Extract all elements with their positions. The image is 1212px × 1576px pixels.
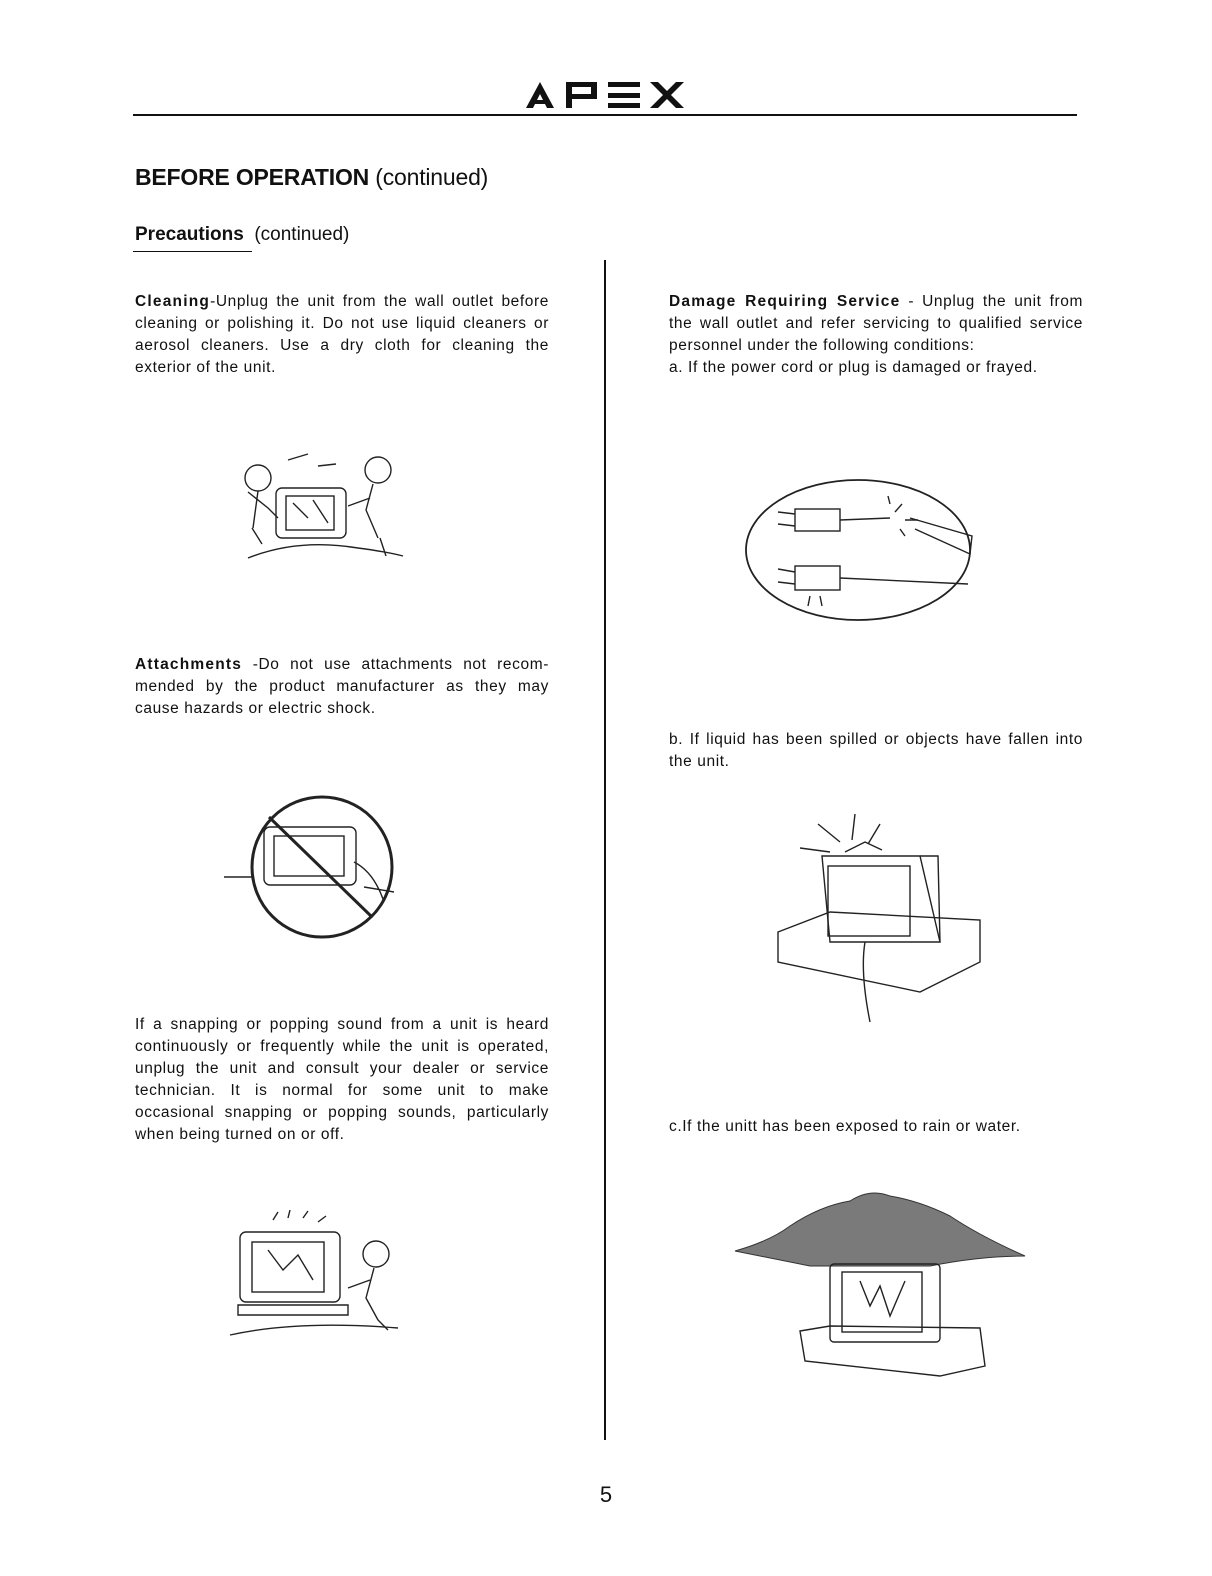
page-title: BEFORE OPERATION (continued) xyxy=(135,164,489,190)
attachments-paragraph: Attachments -Do not use attachments not recom-mended by the product manufacturer as they may cause hazards or electric shock. xyxy=(135,656,549,717)
liquid-spill-illustration xyxy=(770,812,985,1032)
rain-illustration xyxy=(730,1186,1030,1386)
damage-paragraph: Damage Requiring Service - Unplug the unit from the wall outlet and refer servicing to qualified service personnel under the following conditions: a. If the power cord or plug is damaged or frayed. xyxy=(669,293,1083,376)
attachments-illustration xyxy=(224,792,414,947)
item-c-paragraph: c.If the unitt has been exposed to rain or water. xyxy=(669,1118,1021,1135)
header-rule xyxy=(133,114,1077,116)
cleaning-illustration xyxy=(238,448,408,573)
section-subtitle: Precautions (continued) xyxy=(135,224,350,245)
subtitle-underline xyxy=(133,251,252,252)
item-b-paragraph: b. If liquid has been spilled or objects have fallen into the unit. xyxy=(669,731,1083,770)
cleaning-paragraph: Cleaning-Unplug the unit from the wall outlet before cleaning or polishing it. Do not use liquid cleaners or aerosol cleaners. Use a dry cloth for cleaning the exterior of the unit. xyxy=(135,293,549,376)
page-number: 5 xyxy=(599,1482,613,1507)
column-divider xyxy=(604,260,606,1440)
damaged-cord-illustration xyxy=(740,474,985,629)
snapping-illustration xyxy=(228,1210,403,1340)
apex-logo xyxy=(520,74,692,114)
snapping-paragraph: If a snapping or popping sound from a unit is heard continuously or frequently while the unit is operated, unplug the unit and consult your dealer or service technician. It is normal for some unit to make occasional snapping or popping sounds, particularly when being turned on or off. xyxy=(135,1016,549,1143)
